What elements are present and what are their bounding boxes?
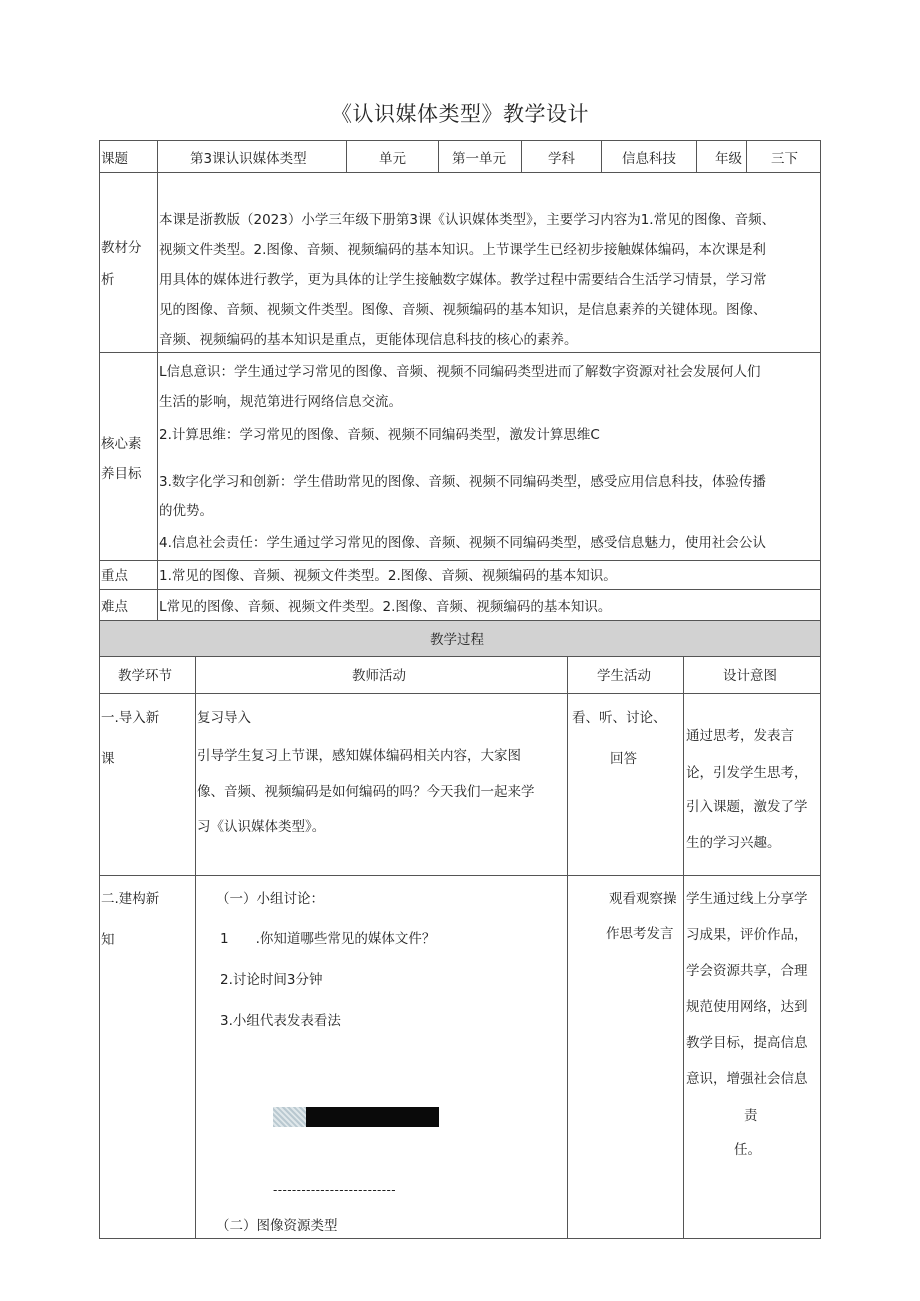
teacher-activity-subtitle: （二）图像资源类型 bbox=[216, 1218, 338, 1234]
teacher-activity-line: （一）小组讨论： bbox=[216, 891, 324, 907]
column-header: 教学环节 bbox=[118, 668, 172, 684]
design-intent-line: 学生通过线上分享学 bbox=[686, 891, 808, 907]
goal-text: 3.数字化学习和创新：学生借助常见的图像、音频、视频不同编码类型，感受应用信息科技，体验传播 bbox=[159, 474, 766, 490]
table-border bbox=[99, 589, 821, 590]
table-border bbox=[99, 1238, 821, 1239]
teacher-activity-line: 1 .你知道哪些常见的媒体文件？ bbox=[220, 931, 436, 947]
design-intent-line: 学会资源共享，合理 bbox=[686, 963, 808, 979]
design-intent-line: 论，引发学生思考， bbox=[686, 765, 808, 781]
column-header: 教师活动 bbox=[352, 668, 406, 684]
analysis-text-line: 视频文件类型。2.图像、音频、视频编码的基本知识。上节课学生已经初步接触媒体编码，本次课是利 bbox=[159, 242, 766, 258]
difficulty-label: 难点 bbox=[101, 599, 128, 615]
stage-label: 课 bbox=[101, 751, 115, 767]
goal-text: L信息意识：学生通过学习常见的图像、音频、视频不同编码类型进而了解数字资源对社会发展何人们 bbox=[159, 364, 761, 380]
keti-value: 第3课认识媒体类型 bbox=[190, 151, 307, 167]
image-placeholder bbox=[306, 1107, 439, 1127]
difficulty-text: L常见的图像、音频、视频文件类型。2.图像、音频、视频编码的基本知识。 bbox=[159, 599, 612, 615]
analysis-text-line: 用具体的媒体进行教学，更为具体的让学生接触数字媒体。教学过程中需要结合生活学习情景，学习常 bbox=[159, 272, 767, 288]
keti-label: 课题 bbox=[101, 151, 128, 167]
table-border bbox=[696, 140, 697, 172]
teacher-activity-title: 复习导入 bbox=[197, 710, 251, 726]
xueke-value: 信息科技 bbox=[622, 151, 676, 167]
table-border bbox=[99, 656, 821, 657]
teacher-activity-line: 2.讨论时间3分钟 bbox=[220, 972, 323, 988]
teacher-activity-line: 引导学生复习上节课，感知媒体编码相关内容，大家图 bbox=[197, 748, 521, 764]
image-placeholder bbox=[273, 1107, 306, 1127]
table-border bbox=[195, 656, 196, 1238]
table-border bbox=[746, 140, 747, 172]
goals-label: 核心素 bbox=[101, 436, 142, 452]
column-header: 设计意图 bbox=[723, 668, 777, 684]
goal-text: 生活的影响，规范第进行网络信息交流。 bbox=[159, 394, 402, 410]
table-border bbox=[99, 560, 821, 561]
design-intent-line: 习成果，评价作品， bbox=[686, 927, 808, 943]
table-border bbox=[99, 172, 821, 173]
goals-label: 养目标 bbox=[101, 466, 142, 482]
design-intent-line: 责 bbox=[744, 1108, 758, 1124]
column-header: 学生活动 bbox=[597, 668, 651, 684]
stage-label: 知 bbox=[101, 932, 115, 948]
table-border bbox=[99, 140, 821, 141]
goal-text: 的优势。 bbox=[159, 503, 213, 519]
table-border bbox=[99, 693, 821, 694]
table-border bbox=[99, 140, 100, 1238]
document-title: 《认识媒体类型》教学设计 bbox=[331, 102, 589, 126]
student-activity: 作思考发言 bbox=[606, 926, 674, 942]
analysis-label: 教材分 bbox=[101, 240, 142, 256]
student-activity: 观看观察操 bbox=[609, 891, 677, 907]
teacher-activity-line: 像、音频、视频编码是如何编码的吗？今天我们一起来学 bbox=[197, 784, 535, 800]
nianji-label: 年级 bbox=[715, 151, 742, 167]
goal-text: 2.计算思维：学习常见的图像、音频、视频不同编码类型，激发计算思维C bbox=[159, 427, 600, 443]
design-intent-line: 任。 bbox=[734, 1142, 761, 1158]
stage-label: 一.导入新 bbox=[101, 710, 160, 726]
stage-label: 二.建构新 bbox=[101, 891, 160, 907]
table-border bbox=[99, 352, 821, 353]
danyuan-label: 单元 bbox=[379, 151, 406, 167]
analysis-text-line: 见的图像、音频、视频文件类型。图像、音频、视频编码的基本知识，是信息素养的关键体现。图像、 bbox=[159, 302, 767, 318]
design-intent-line: 教学目标，提高信息 bbox=[686, 1035, 808, 1051]
table-border bbox=[601, 140, 602, 172]
analysis-text-line: 音频、视频编码的基本知识是重点，更能体现信息科技的核心的素养。 bbox=[159, 332, 578, 348]
teacher-activity-line: 习《认识媒体类型》。 bbox=[197, 819, 326, 835]
danyuan-value: 第一单元 bbox=[452, 151, 506, 167]
student-activity: 看、听、讨论、 bbox=[572, 710, 667, 726]
goal-text: 4.信息社会责任：学生通过学习常见的图像、音频、视频不同编码类型，感受信息魅力，使用社会公认 bbox=[159, 535, 766, 551]
table-border bbox=[346, 140, 347, 172]
xueke-label: 学科 bbox=[548, 151, 575, 167]
design-intent-line: 意识，增强社会信息 bbox=[686, 1071, 808, 1087]
design-intent-line: 生的学习兴趣。 bbox=[686, 835, 781, 851]
table-border bbox=[567, 656, 568, 1238]
process-header: 教学过程 bbox=[430, 632, 484, 648]
keypoint-text: 1.常见的图像、音频、视频文件类型。2.图像、音频、视频编码的基本知识。 bbox=[159, 568, 617, 584]
table-border bbox=[438, 140, 439, 172]
design-intent-line: 规范使用网络，达到 bbox=[686, 999, 808, 1015]
student-activity: 回答 bbox=[610, 751, 637, 767]
keypoint-label: 重点 bbox=[101, 568, 128, 584]
teacher-activity-line: 3.小组代表发表看法 bbox=[220, 1013, 341, 1029]
table-border bbox=[157, 140, 158, 620]
separator-dashes: -------------------------- bbox=[273, 1183, 396, 1197]
table-border bbox=[99, 875, 821, 876]
table-border bbox=[683, 656, 684, 1238]
table-border bbox=[521, 140, 522, 172]
design-intent-line: 通过思考，发表言 bbox=[686, 728, 794, 744]
analysis-label: 析 bbox=[101, 272, 115, 288]
nianji-value: 三下 bbox=[771, 151, 798, 167]
analysis-text-line: 本课是浙教版（2023）小学三年级下册第3课《认识媒体类型》，主要学习内容为1.常见的图像、音频、 bbox=[159, 212, 776, 228]
design-intent-line: 引入课题，激发了学 bbox=[686, 799, 808, 815]
